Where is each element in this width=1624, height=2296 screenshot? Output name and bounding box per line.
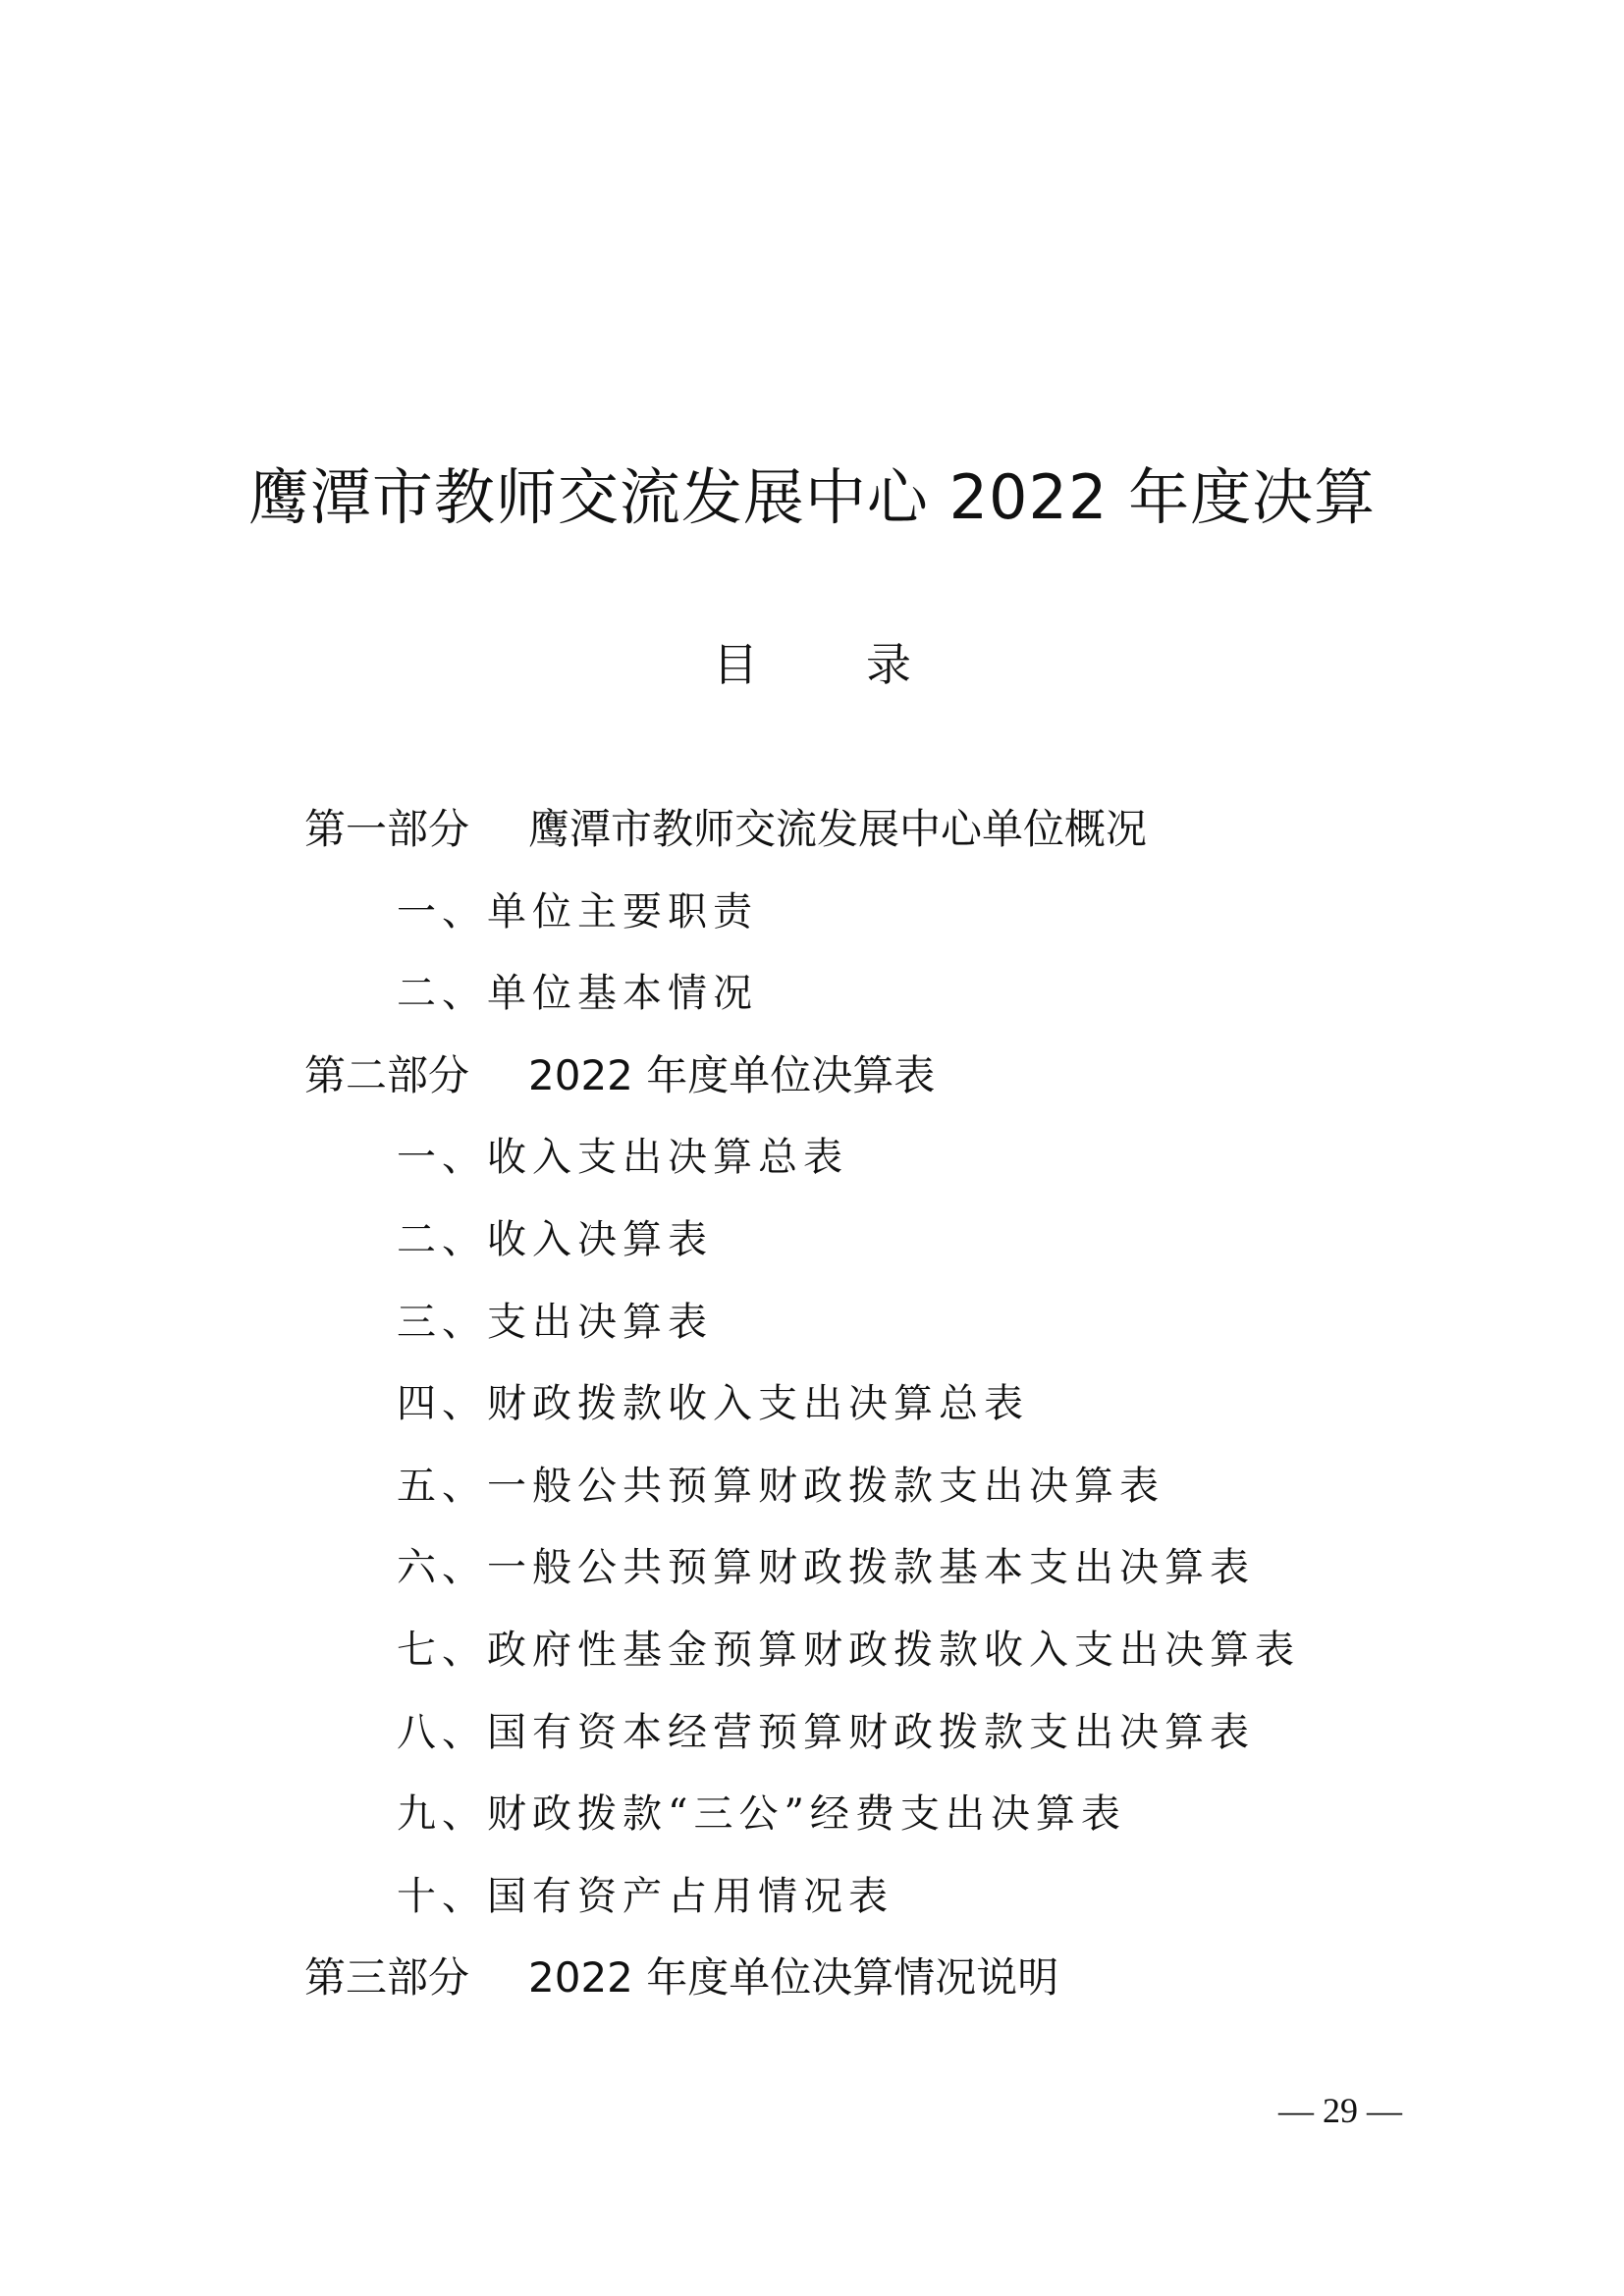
toc-part <box>304 795 1147 864</box>
toc-heading-char-2: 录 <box>866 638 911 691</box>
toc-part-title: 2022 年度单位决算表 <box>528 1051 936 1099</box>
toc-item: 十、国有资产占用情况表 <box>397 1874 893 1919</box>
toc-heading-char-1: 目 <box>713 638 758 691</box>
toc-part <box>304 1944 1058 2012</box>
page-number: — 29 — <box>1278 2091 1402 2130</box>
toc-part-title: 2022 年度单位决算情况说明 <box>528 1953 1059 2002</box>
toc-part <box>304 1041 935 1110</box>
toc-part-label: 第一部分 <box>304 805 470 853</box>
toc-item: 五、一般公共预算财政拨款支出决算表 <box>397 1464 1164 1509</box>
toc-item: 四、财政拨款收入支出决算总表 <box>397 1381 1029 1426</box>
toc-item: 七、政府性基金预算财政拨款收入支出决算表 <box>397 1628 1300 1673</box>
toc-part-label: 第三部分 <box>304 1953 470 2002</box>
toc-item: 二、收入决算表 <box>397 1217 713 1262</box>
toc-item: 二、单位基本情况 <box>397 971 758 1016</box>
toc-part-title: 鹰潭市教师交流发展中心单位概况 <box>528 805 1148 853</box>
toc-item: 三、支出决算表 <box>397 1300 713 1345</box>
toc-part-label: 第二部分 <box>304 1051 470 1099</box>
toc-item: 一、收入支出决算总表 <box>397 1135 848 1180</box>
toc-item: 六、一般公共预算财政拨款基本支出决算表 <box>397 1545 1255 1590</box>
toc-item: 九、财政拨款“三公”经费支出决算表 <box>397 1791 1126 1837</box>
toc-heading <box>0 630 1624 699</box>
toc-item: 一、单位主要职责 <box>397 889 758 934</box>
toc-item: 八、国有资本经营预算财政拨款支出决算表 <box>397 1710 1255 1755</box>
document-title: 鹰潭市教师交流发展中心 2022 年度决算 <box>247 461 1377 533</box>
